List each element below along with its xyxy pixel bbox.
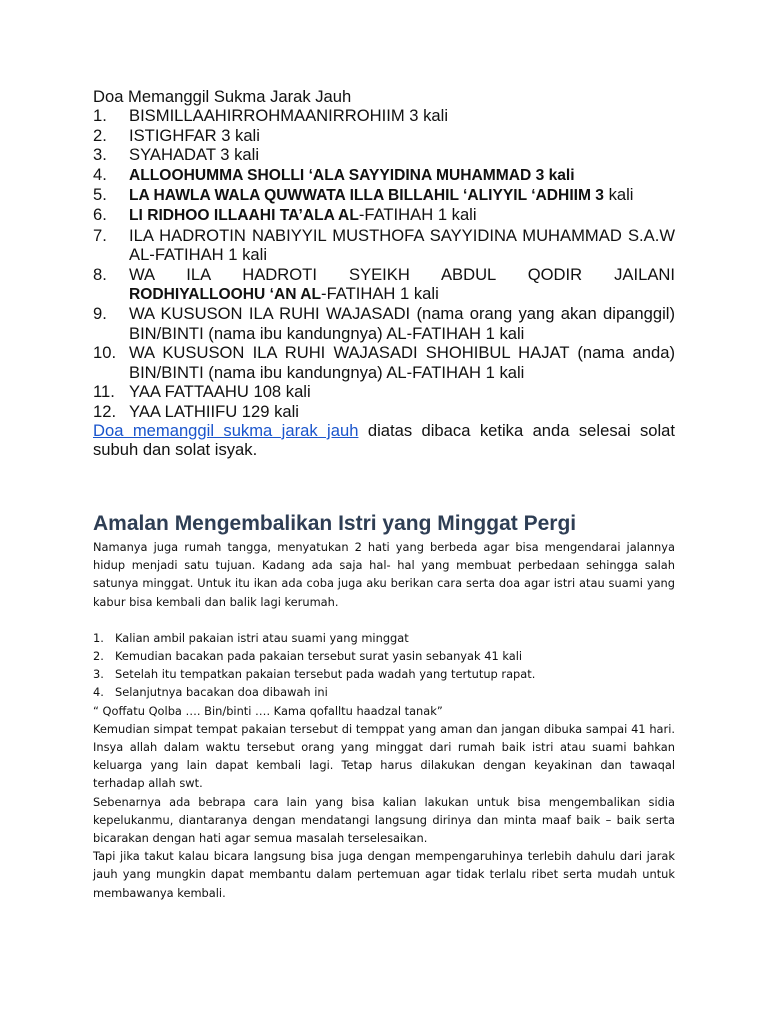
spacer bbox=[93, 611, 675, 629]
list-item: 4. ALLOOHUMMA SHOLLI ‘ALA SAYYIDINA MUHAMMAD 3 kali bbox=[93, 164, 575, 184]
doa-link[interactable]: Doa memanggil sukma jarak jauh bbox=[93, 420, 359, 440]
body-paragraph: Kemudian simpat tempat pakaian tersebut di temppat yang aman dan jangan dibuka sampai 41 hari. Insya allah dalam waktu tersebut orang yang minggat dari rumah baik istri atau suami bahkan keluarga yang lain dapat kembali lagi. Tetap harus dilakukan dengan keyakinan dan tawaqal terhadap allah swt. bbox=[93, 721, 675, 791]
list-item: 9. WA KUSUSON ILA RUHI WAJASADI (nama orang yang akan dipanggil) BIN/BINTI (nama ibu kandungnya) AL-FATIHAH 1 kali bbox=[93, 304, 675, 343]
body-paragraph: Tapi jika takut kalau bicara langsung bisa juga dengan mempengaruhinya terlebih dahulu dari jarak jauh yang mungkin dapat membantu dalam pertemuan agar tidak terlalu ribet serta mudah untuk membawanya kembali. bbox=[93, 849, 675, 900]
doa-list bbox=[93, 106, 675, 421]
list-item: 2. ISTIGHFAR 3 kali bbox=[93, 125, 260, 145]
list-item: 8. WA ILA HADROTI SYEIKH ABDUL QODIR JAILANI RODHIYALLOOHU ‘AN AL-FATIHAH 1 kali bbox=[93, 264, 675, 304]
list-item: 5. LA HAWLA WALA QUWWATA ILLA BILLAHIL ‘ALIYYIL ‘ADHIIM 3 kali bbox=[93, 185, 634, 205]
closing-paragraph: Doa memanggil sukma jarak jauh diatas dibaca ketika anda selesai solat subuh dan solat isyak. bbox=[93, 420, 675, 460]
body-paragraph: Sebenarnya ada bebrapa cara lain yang bisa kalian lakukan untuk bisa mengembalikan sidia kepelukanmu, diantaranya dengan mendatangi langsung dirinya dan minta maaf baik – baik serta bicarakan dengan hati agar semua masalah terselesaikan. bbox=[93, 794, 675, 846]
intro-paragraph: Namanya juga rumah tangga, menyatukan 2 hati yang berbeda agar bisa mengendarai jalannya hidup menjadi satu tujuan. Kadang ada saja hal- hal yang membuat perbedaan sehingga salah satunya minggat. Untuk itu ikan ada coba juga aku berikan cara serta doa agar istri atau suami yang kabur bisa kembali dan balik lagi kerumah. bbox=[93, 540, 675, 609]
doa-quote: “ Qoffatu Qolba …. Bin/binti …. Kama qofalltu haadzal tanak” bbox=[93, 703, 443, 718]
amalan-section bbox=[93, 538, 675, 902]
list-item: 3. Setelah itu tempatkan pakaian tersebut pada wadah yang tertutup rapat. bbox=[93, 667, 536, 682]
list-item: 11. YAA FATTAAHU 108 kali bbox=[93, 382, 311, 402]
doa-title: Doa Memanggil Sukma Jarak Jauh bbox=[93, 87, 352, 106]
list-item: 3. SYAHADAT 3 kali bbox=[93, 145, 260, 165]
list-item: 1. BISMILLAAHIRROHMAANIRROHIIM 3 kali bbox=[93, 106, 449, 126]
list-item: 12. YAA LATHIIFU 129 kali bbox=[93, 401, 299, 421]
list-item: 7. ILA HADROTIN NABIYYIL MUSTHOFA SAYYIDINA MUHAMMAD S.A.W AL-FATIHAH 1 kali bbox=[93, 225, 675, 265]
list-item: 10. WA KUSUSON ILA RUHI WAJASADI SHOHIBUL HAJAT (nama anda) BIN/BINTI (nama ibu kandungnya) AL-FATIHAH 1 kali bbox=[93, 343, 675, 382]
section-heading: Amalan Mengembalikan Istri yang Minggat Pergi bbox=[93, 512, 577, 535]
steps-list bbox=[93, 629, 675, 702]
list-item: 4. Selanjutnya bacakan doa dibawah ini bbox=[93, 685, 328, 700]
list-item: 2. Kemudian bacakan pada pakaian tersebut surat yasin sebanyak 41 kali bbox=[93, 649, 523, 664]
doa-section bbox=[93, 87, 675, 460]
list-item: 6. LI RIDHOO ILLAAHI TA’ALA AL-FATIHAH 1 kali bbox=[93, 205, 477, 225]
list-item: 1. Kalian ambil pakaian istri atau suami yang minggat bbox=[93, 630, 409, 645]
